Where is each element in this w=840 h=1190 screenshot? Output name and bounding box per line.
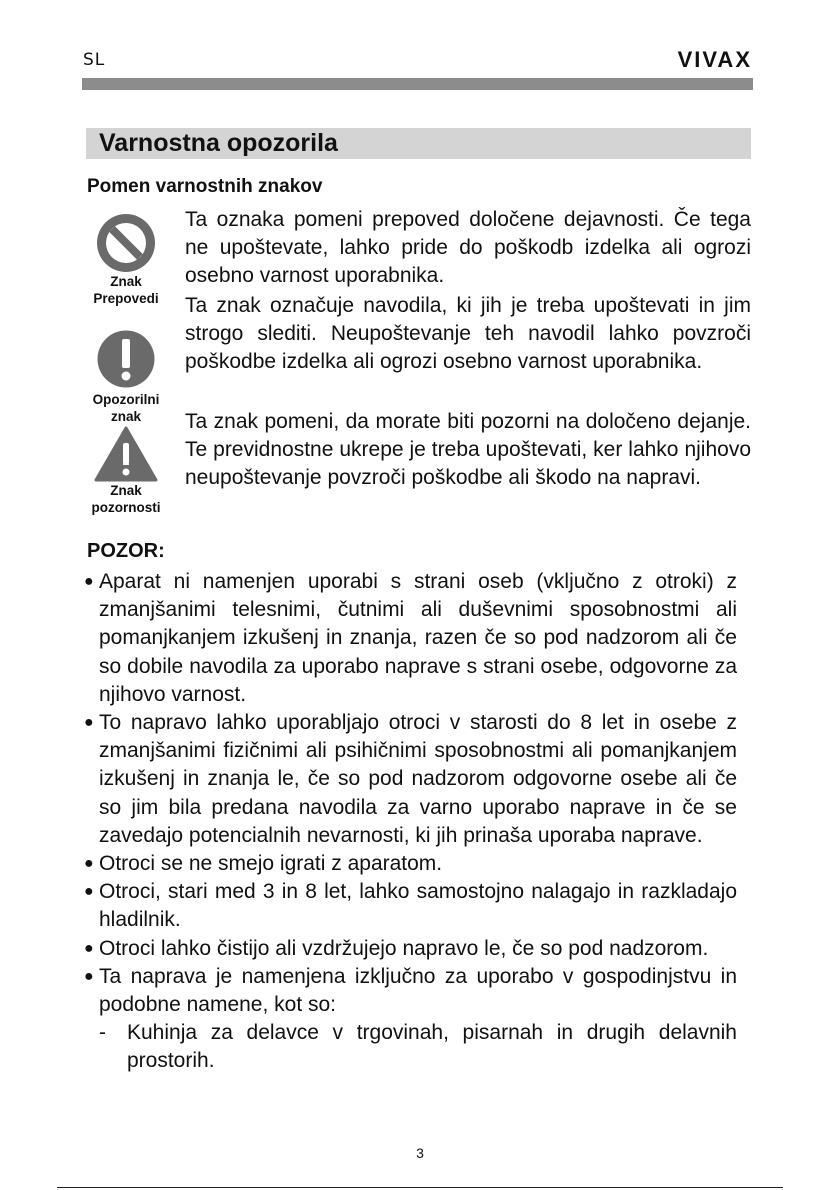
sign-label: Opozorilni znak — [92, 392, 160, 424]
bullet-icon: ● — [84, 967, 94, 985]
list-item-text: Otroci lahko čistijo ali vzdržujejo napravo le, če so pod nadzorom. — [99, 936, 709, 960]
footer-line — [57, 1187, 783, 1188]
bullet-icon: ● — [84, 573, 94, 590]
sub-list-item-text: Kuhinja za delavce v trgovinah, pisarnah in drugih delavnih prostorih. — [127, 1021, 737, 1073]
section-title: Varnostna opozorila — [86, 128, 751, 159]
warning-heading: POZOR: — [87, 540, 165, 562]
sign-description: Ta oznaka pomeni prepoved določene dejavnosti. Če tega ne upoštevate, lahko pride do poškodb izdelka ali ogrozi osebno varnost uporabnika. — [185, 208, 751, 288]
sign-description: Ta znak označuje navodila, ki jih je treba upoštevati in jim strogo slediti. Neupoštevanje teh navodil lahko povzroči poškodbe izdelka ali ogrozi osebno varnost uporabnika. — [185, 294, 751, 374]
sub-list-item — [87, 1019, 737, 1075]
list-item-text: Ta naprava je namenjena izključno za uporabo v gospodinjstvu in podobne namene, kot so: — [99, 964, 737, 1017]
sign-label: Znak Prepovedi — [93, 274, 159, 306]
sign-label: Znak pozornosti — [91, 483, 161, 515]
brand-logo: VIVAX — [677, 47, 752, 72]
list-item — [84, 963, 737, 1019]
list-item-text: Otroci se ne smejo igrati z aparatom. — [99, 852, 443, 876]
exclamation-circle-icon — [97, 330, 155, 388]
sign-mandatory — [78, 330, 174, 425]
header-language: SL — [83, 50, 106, 70]
list-item — [84, 850, 737, 878]
warning-triangle-icon — [94, 426, 158, 482]
header-bar — [82, 78, 753, 90]
bullet-icon: ● — [84, 939, 94, 957]
list-item — [84, 709, 737, 850]
prohibition-icon — [96, 213, 156, 273]
sign-prohibition — [84, 213, 168, 307]
bullet-icon: ● — [84, 855, 94, 873]
dash-icon: - — [99, 1021, 106, 1045]
list-item — [84, 878, 737, 934]
sign-description: Ta znak pomeni, da morate biti pozorni na določeno dejanje. Te previdnostne ukrepe je treba upoštevati, ker lahko njihovo neupoštevanje povzroči poškodbe ali škodo na napravi. — [185, 410, 751, 490]
warning-list — [84, 568, 737, 1076]
list-item-text: Otroci, stari med 3 in 8 let, lahko samostojno nalagajo in razkladajo hladilnik. — [99, 880, 737, 932]
list-item — [84, 568, 737, 709]
sign-caution — [80, 426, 172, 516]
page-number: 3 — [416, 1145, 424, 1161]
subtitle: Pomen varnostnih znakov — [87, 176, 323, 197]
bullet-icon: ● — [84, 883, 94, 901]
list-item — [84, 935, 737, 963]
list-item-text: Aparat ni namenjen uporabi s strani oseb (vključno z otroki) z zmanjšanimi telesnimi, čutnimi ali duševnimi sposobnostmi ali pomanjkanjem izkušenj in znanja, razen če so pod nadzorom ali če so dobile navodila za uporabo naprave s strani osebe, odgovorne za njihovo varnost. — [99, 570, 737, 706]
list-item-text: To napravo lahko uporabljajo otroci v starosti do 8 let in osebe z zmanjšanimi fizičnimi ali psihičnimi sposobnostmi ali pomanjkanjem izkušenj in znanja le, če so pod nadzorom odgovorne osebe ali če so jim bila predana navodila za varno uporabo naprave in če se zavedajo potencialnih nevarnosti, ki jih prinaša uporaba naprave. — [99, 711, 737, 847]
bullet-icon: ● — [84, 714, 94, 732]
